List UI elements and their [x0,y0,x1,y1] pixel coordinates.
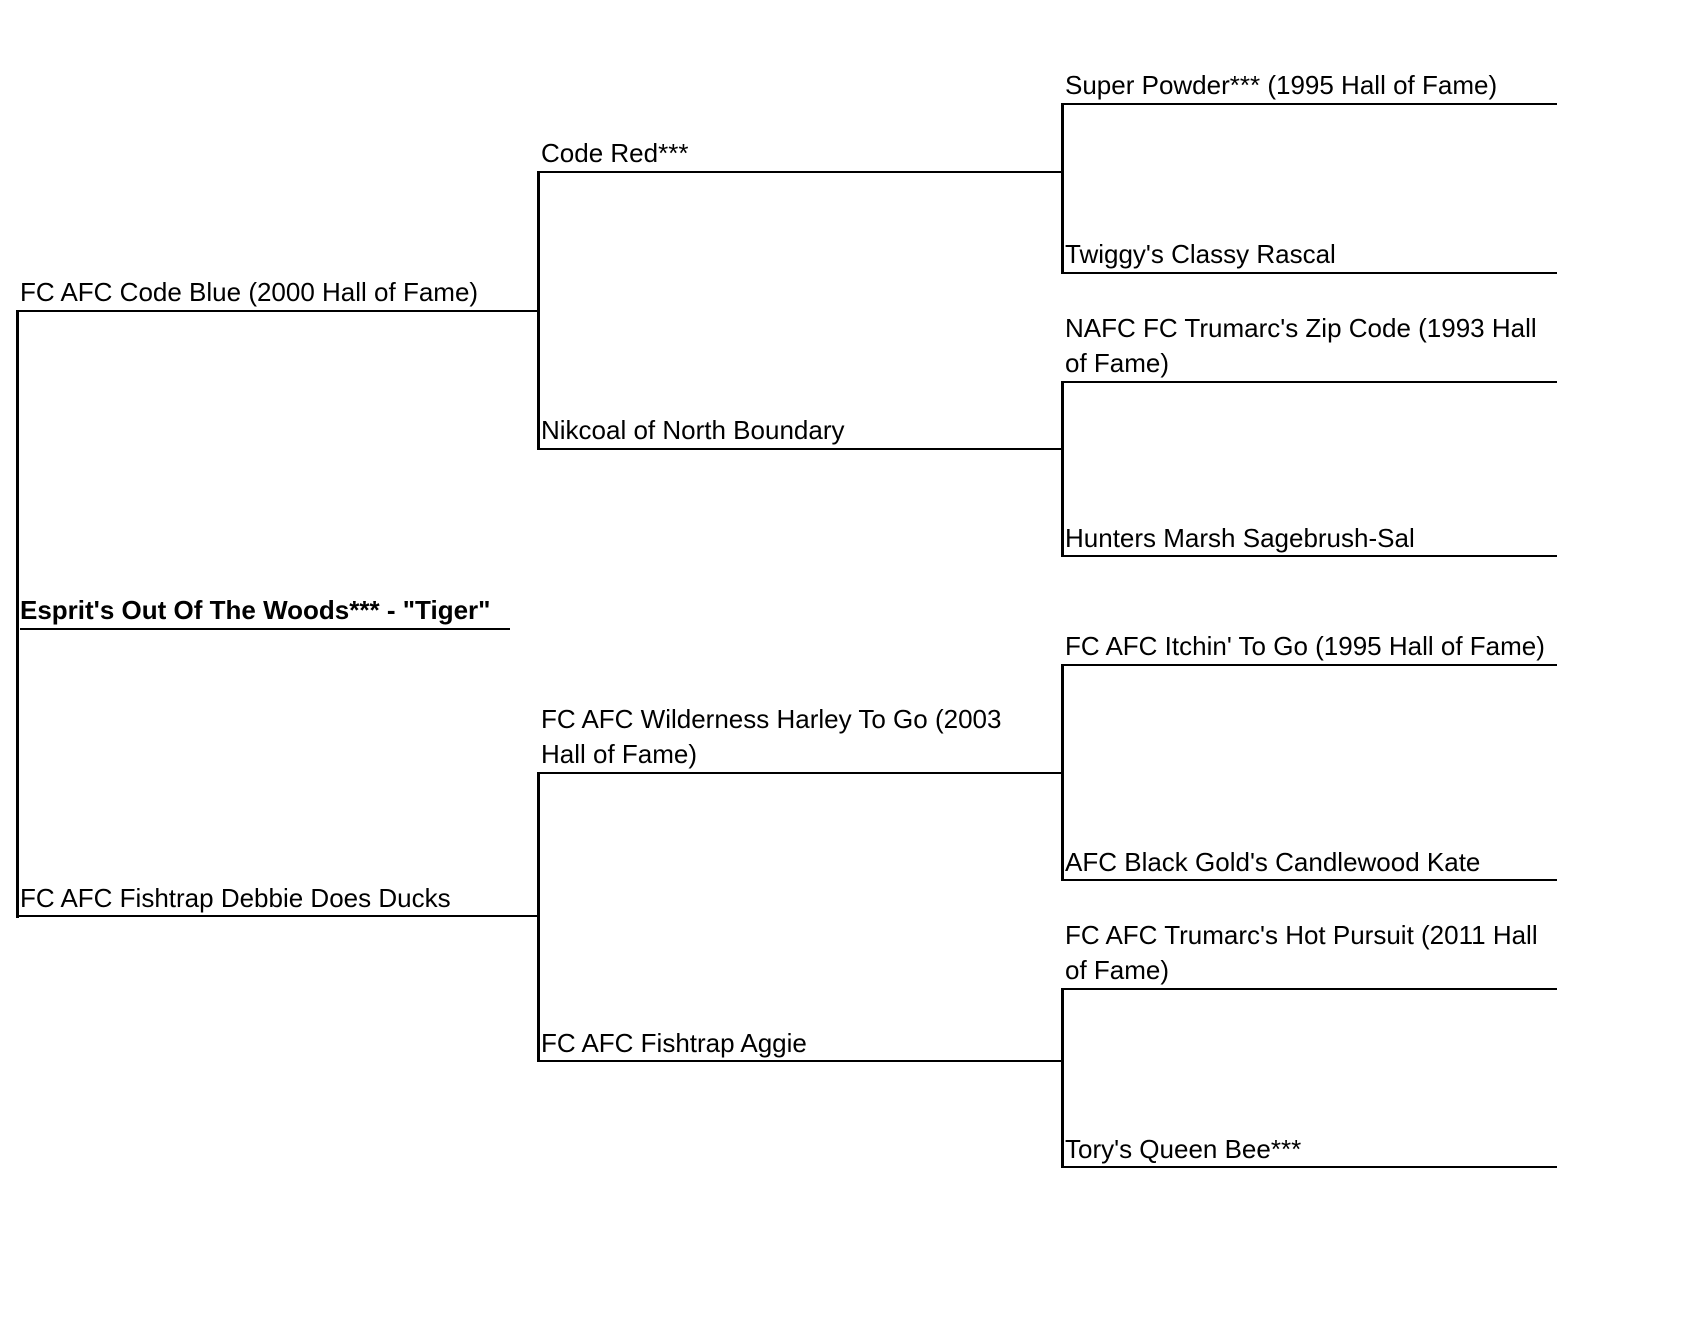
ss-dam-line [1061,272,1557,274]
sire-dam-line [537,448,1064,450]
sire-name: FC AFC Code Blue (2000 Hall of Fame) [20,277,479,307]
dd-dam-name: Tory's Queen Bee*** [1065,1134,1302,1164]
ss-dam-name: Twiggy's Classy Rascal [1065,239,1336,269]
ss-sire-name: Super Powder*** (1995 Hall of Fame) [1065,70,1498,100]
ds-dam-name: AFC Black Gold's Candlewood Kate [1065,847,1481,877]
sd-sire-name: NAFC FC Trumarc's Zip Code (1993 Hall of Fame) [1065,313,1537,378]
dam-bracket [537,772,540,1062]
dd-bracket [1061,988,1064,1168]
sire-dam-name: Nikcoal of North Boundary [541,415,845,445]
sd-bracket [1061,381,1064,557]
sd-dam-line [1061,555,1557,557]
dam-dam-line [537,1060,1064,1062]
ss-bracket [1061,104,1064,274]
dd-dam-line [1061,1166,1557,1168]
ds-sire-line [1061,664,1557,666]
dd-sire-name: FC AFC Trumarc's Hot Pursuit (2011 Hall of Fame) [1065,920,1538,985]
subject-name: Esprit's Out Of The Woods*** - "Tiger" [20,595,491,625]
sd-sire-line [1061,381,1557,383]
ss-sire-line [1061,103,1557,105]
dam-name: FC AFC Fishtrap Debbie Does Ducks [20,883,451,913]
sire-sire-line [537,171,1064,173]
subject-underline [20,628,510,630]
sd-dam-name: Hunters Marsh Sagebrush-Sal [1065,523,1415,553]
dam-dam-name: FC AFC Fishtrap Aggie [541,1028,807,1058]
ds-dam-line [1061,879,1557,881]
sire-bracket [537,171,540,450]
ds-bracket [1061,664,1064,880]
ds-sire-name: FC AFC Itchin' To Go (1995 Hall of Fame) [1065,631,1545,661]
gen1-bracket [16,310,19,918]
sire-sire-name: Code Red*** [541,138,689,168]
sire-line [16,310,540,312]
dam-sire-line [537,772,1064,774]
dam-sire-name: FC AFC Wilderness Harley To Go (2003 Hall of Fame) [541,704,1002,769]
dd-sire-line [1061,988,1557,990]
dam-line [16,915,540,917]
